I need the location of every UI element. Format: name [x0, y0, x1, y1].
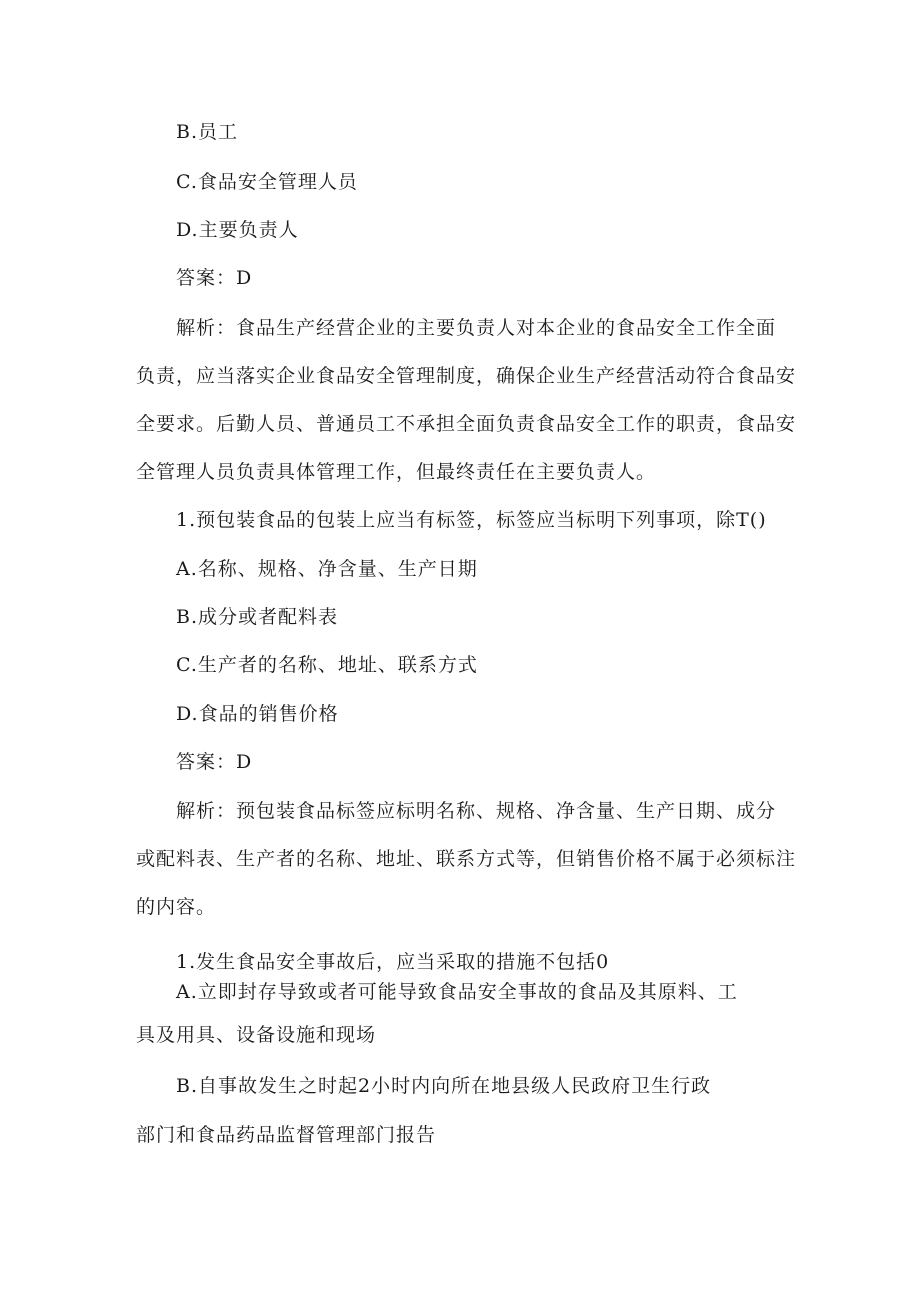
q0-answer: 答案：D — [176, 267, 253, 289]
q2-option-a-line: 具及用具、设备设施和现场 — [136, 1024, 377, 1046]
q1-option-d: D.食品的销售价格 — [176, 703, 339, 725]
q2-question: 1.发生食品安全事故后，应当采取的措施不包括0 — [176, 951, 610, 973]
q1-explanation-line: 或配料表、生产者的名称、地址、联系方式等，但销售价格不属于必须标注 — [136, 848, 797, 870]
q1-answer: 答案：D — [176, 751, 253, 773]
q0-explanation-line: 负责，应当落实企业食品安全管理制度，确保企业生产经营活动符合食品安 — [136, 365, 797, 387]
q0-option-c: C.食品安全管理人员 — [176, 171, 358, 193]
q1-option-a: A.名称、规格、净含量、生产日期 — [176, 558, 478, 580]
q1-option-b: B.成分或者配料表 — [176, 606, 339, 628]
q2-option-b-line: 部门和食品药品监督管理部门报告 — [136, 1124, 437, 1146]
q0-explanation-line: 解析：食品生产经营企业的主要负责人对本企业的食品安全工作全面 — [176, 317, 777, 339]
q0-option-b: B.员工 — [176, 121, 239, 143]
q2-option-b-line: B.自事故发生之时起2小时内向所在地县级人民政府卫生行政 — [176, 1075, 712, 1097]
q1-question: 1.预包装食品的包装上应当有标签，标签应当标明下列事项，除T() — [176, 509, 767, 531]
q1-explanation-line: 解析：预包装食品标签应标明名称、规格、净含量、生产日期、成分 — [176, 800, 777, 822]
q0-option-d: D.主要负责人 — [176, 219, 299, 241]
q0-explanation-line: 全要求。后勤人员、普通员工不承担全面负责食品安全工作的职责，食品安 — [136, 413, 797, 435]
q1-explanation-line: 的内容。 — [136, 896, 217, 918]
q0-explanation-line: 全管理人员负责具体管理工作，但最终责任在主要负责人。 — [136, 461, 657, 483]
q1-option-c: C.生产者的名称、地址、联系方式 — [176, 654, 478, 676]
q2-option-a-line: A.立即封存导致或者可能导致食品安全事故的食品及其原料、工 — [176, 981, 738, 1003]
